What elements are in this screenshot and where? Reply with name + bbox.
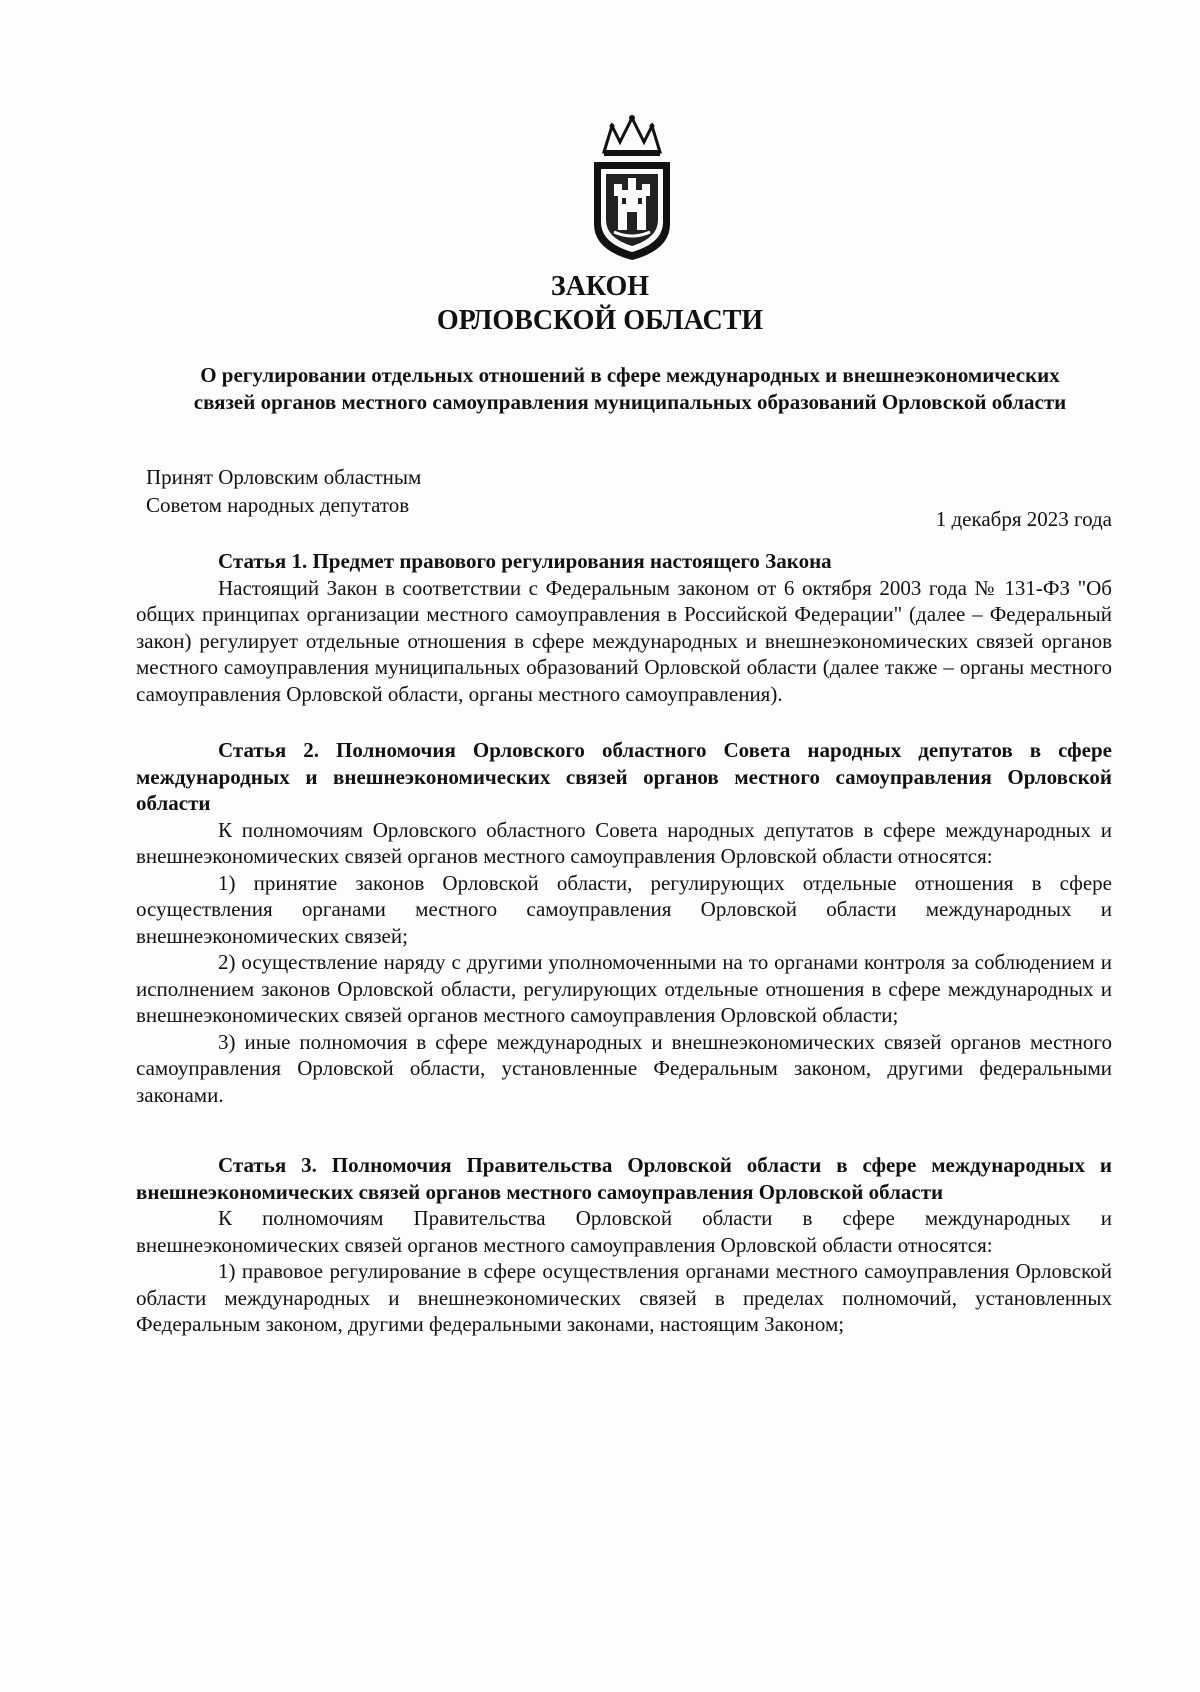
adoption-date: 1 декабря 2023 года <box>935 507 1112 531</box>
article-heading: Статья 1. Предмет правового регулирования настоящего Закона <box>218 549 832 573</box>
adoption-note-line1: Принят Орловским областным <box>146 465 422 489</box>
article-heading: Статья 2. Полномочия Орловского областного Совета народных депутатов в сфере международных и внешнеэкономических связей органов местного самоуправления Орловской области <box>136 738 1112 815</box>
article-paragraph: Настоящий Закон в соответствии с Федеральным законом от 6 октября 2003 года № 131-ФЗ "Об общих принципах организации местного самоуправления в Российской Федерации" (далее – Федеральный закон) регулирует отдельные отношения в сфере международных и внешнеэкономических связей органов местного самоуправления муниципальных образований Орловской области (далее также – органы местного самоуправления Орловской области, органы местного самоуправления). <box>136 575 1112 706</box>
adoption-note-line2: Советом народных депутатов <box>146 493 410 517</box>
article-3 <box>136 1152 1112 1338</box>
document-title: О регулировании отдельных отношений в сфере международных и внешнеэкономических связей органов местного самоуправления муниципальных образований Орловской области <box>193 363 1067 414</box>
document-body <box>136 548 1112 1338</box>
document-type-line1: ЗАКОН <box>550 271 650 302</box>
article-paragraph: 1) принятие законов Орловской области, регулирующих отдельные отношения в сфере осуществления органами местного самоуправления Орловской области международных и внешнеэкономических связей; <box>136 870 1112 948</box>
adoption-note <box>146 463 421 519</box>
article-paragraph: 2) осуществление наряду с другими уполномоченными на то органами контроля за соблюдением и исполнением законов Орловской области, регулирующих отдельные отношения в сфере международных и внешнеэкономических связей органов местного самоуправления Орловской области; <box>136 950 1112 1027</box>
article-paragraph: 3) иные полномочия в сфере международных и внешнеэкономических связей органов местного самоуправления Орловской области, установленные Федеральным законом, другими федеральными законами. <box>136 1029 1112 1107</box>
article-1 <box>136 548 1112 707</box>
coat-of-arms-icon <box>584 112 680 264</box>
article-paragraph: К полномочиям Правительства Орловской области в сфере международных и внешнеэкономических связей органов местного самоуправления Орловской области относятся: <box>136 1206 1112 1257</box>
document-type <box>0 270 1200 338</box>
document-type-line2: ОРЛОВСКОЙ ОБЛАСТИ <box>436 305 764 336</box>
article-paragraph: К полномочиям Орловского областного Совета народных депутатов в сфере международных и внешнеэкономических связей органов местного самоуправления Орловской области относятся: <box>136 817 1112 868</box>
article-paragraph: 1) правовое регулирование в сфере осуществления органами местного самоуправления Орловской области международных и внешнеэкономических связей в пределах полномочий, установленных Федеральным законом, другими федеральными законами, настоящим Законом; <box>136 1259 1112 1336</box>
article-2 <box>136 737 1112 1108</box>
article-heading: Статья 3. Полномочия Правительства Орловской области в сфере международных и внешнеэкономических связей органов местного самоуправления Орловской области <box>136 1153 1112 1204</box>
